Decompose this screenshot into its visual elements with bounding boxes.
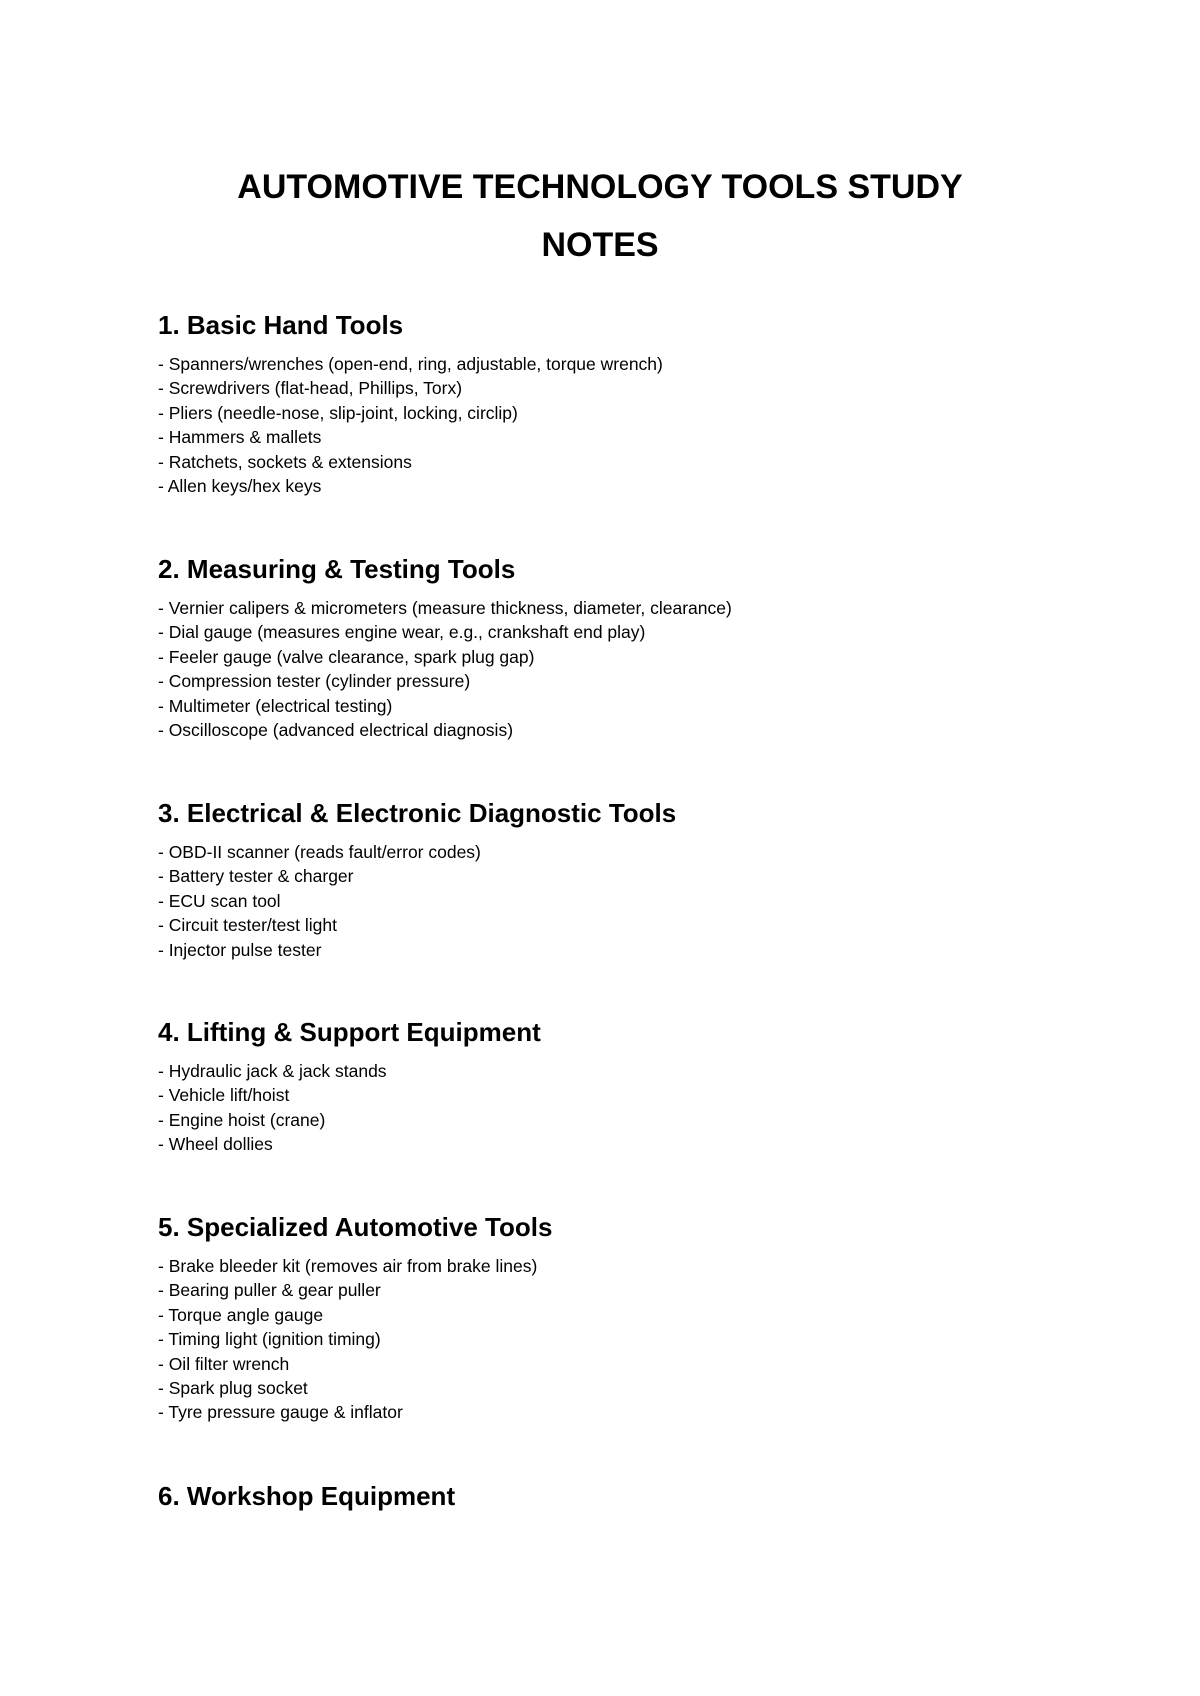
document-title-line-2: NOTES [541,226,659,264]
list-item: - Pliers (needle-nose, slip-joint, locking, circlip) [158,402,518,423]
document-title-line-1: AUTOMOTIVE TECHNOLOGY TOOLS STUDY [237,168,963,206]
list-item: - Wheel dollies [158,1134,273,1155]
section-lifting-support-equipment [158,1017,1058,1157]
list-item: - Bearing puller & gear puller [158,1280,381,1301]
list-item: - Oil filter wrench [158,1353,290,1374]
list-item: - Screwdrivers (flat-head, Phillips, Torx) [158,378,463,399]
list-item: - Hydraulic jack & jack stands [158,1061,387,1081]
list-item: - Vernier calipers & micrometers (measure thickness, diameter, clearance) [158,598,732,618]
section-basic-hand-tools [158,310,1058,498]
section-heading: 3. Electrical & Electronic Diagnostic Tools [158,798,677,828]
document-title [150,158,1050,274]
list-item: - Tyre pressure gauge & inflator [158,1402,403,1423]
tool-list [158,840,1058,962]
list-item: - Compression tester (cylinder pressure) [158,671,471,692]
section-heading: 4. Lifting & Support Equipment [158,1017,541,1047]
list-item: - Timing light (ignition timing) [158,1329,381,1350]
list-item: - Dial gauge (measures engine wear, e.g., crankshaft end play) [158,622,646,643]
list-item: - ECU scan tool [158,890,281,911]
list-item: - Oscilloscope (advanced electrical diagnosis) [158,720,514,741]
section-electrical-diagnostic-tools [158,798,1058,962]
list-item: - Brake bleeder kit (removes air from brake lines) [158,1256,538,1276]
list-item: - Ratchets, sockets & extensions [158,451,412,472]
section-heading: 2. Measuring & Testing Tools [158,554,516,584]
tool-list [158,352,1058,498]
list-item: - Injector pulse tester [158,939,322,960]
list-item: - Multimeter (electrical testing) [158,695,393,716]
list-item: - Spanners/wrenches (open-end, ring, adjustable, torque wrench) [158,354,663,374]
list-item: - OBD-II scanner (reads fault/error codes) [158,842,481,862]
section-heading: 6. Workshop Equipment [158,1481,456,1511]
list-item: - Hammers & mallets [158,427,322,448]
section-heading: 1. Basic Hand Tools [158,310,404,340]
list-item: - Spark plug socket [158,1378,308,1399]
list-item: - Battery tester & charger [158,866,354,887]
list-item: - Circuit tester/test light [158,915,337,936]
tool-list [158,1254,1058,1425]
tool-list [158,596,1058,742]
list-item: - Engine hoist (crane) [158,1109,326,1130]
section-heading: 5. Specialized Automotive Tools [158,1212,553,1242]
tool-list [158,1059,1058,1157]
section-workshop-equipment [158,1481,1058,1523]
list-item: - Allen keys/hex keys [158,476,322,497]
list-item: - Feeler gauge (valve clearance, spark plug gap) [158,646,535,667]
section-measuring-testing-tools [158,554,1058,742]
section-specialized-automotive-tools [158,1212,1058,1425]
list-item: - Torque angle gauge [158,1304,324,1325]
list-item: - Vehicle lift/hoist [158,1085,290,1106]
